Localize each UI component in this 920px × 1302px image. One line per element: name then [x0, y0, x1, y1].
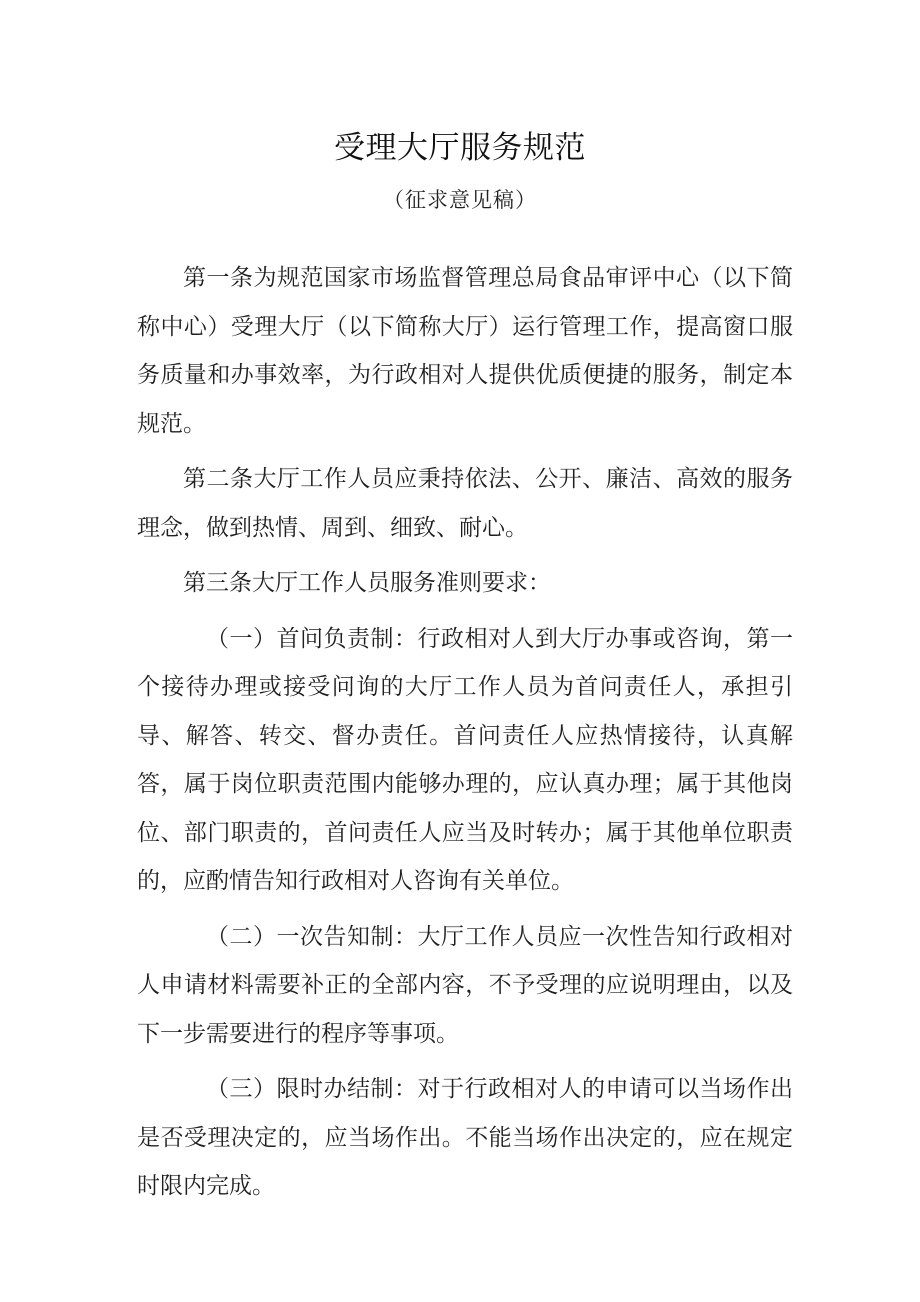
- document-title: 受理大厅服务规范: [334, 130, 586, 166]
- document-body: [137, 254, 793, 1218]
- article-2-paragraph: 第二条大厅工作人员应秉持依法、公开、廉洁、高效的服务理念，做到热情、周到、细致、耐心。: [137, 466, 793, 541]
- one-time-notification-paragraph: （二）一次告知制：大厅工作人员应一次性告知行政相对人申请材料需要补正的全部内容，不予受理的应说明理由，以及下一步需要进行的程序等事项。: [137, 923, 793, 1047]
- first-inquiry-responsibility-paragraph: （一）首问负责制：行政相对人到大厅办事或咨询，第一个接待办理或接受问询的大厅工作人员为首问责任人，承担引导、解答、转交、督办责任。首问责任人应热情接待，认真解答，属于岗位职责范围内能够办理的，应认真办理；属于其他岗位、部门职责的，首问责任人应当及时转办；属于其他单位职责的，应酌情告知行政相对人咨询有关单位。: [137, 625, 793, 894]
- article-3-paragraph: 第三条大厅工作人员服务准则要求：: [183, 570, 551, 596]
- article-1-paragraph: 第一条为规范国家市场监督管理总局食品审评中心（以下简称中心）受理大厅（以下简称大厅）运行管理工作，提高窗口服务质量和办事效率，为行政相对人提供优质便捷的服务，制定本规范。: [137, 265, 793, 437]
- document-subtitle: （征求意见稿）: [383, 188, 537, 212]
- time-limit-completion-paragraph: （三）限时办结制：对于行政相对人的申请可以当场作出是否受理决定的，应当场作出。不能当场作出决定的，应在规定时限内完成。: [137, 1076, 793, 1199]
